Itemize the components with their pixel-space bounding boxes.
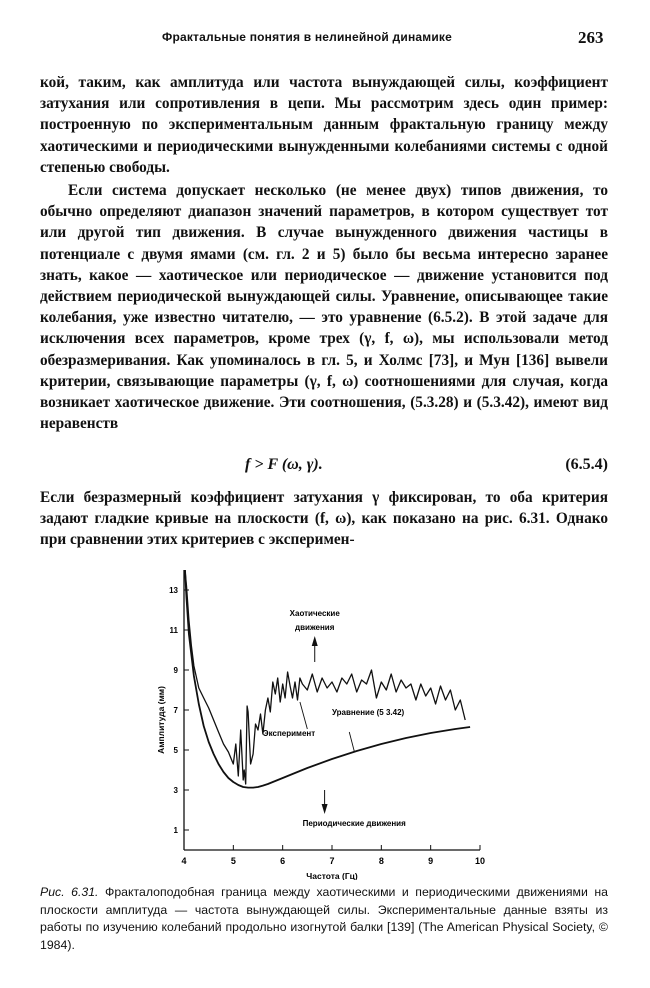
figure-caption [40, 884, 608, 954]
equation-number: (6.5.4) [565, 456, 608, 473]
equation: f > F (ω, γ). [245, 456, 323, 473]
experiment-pointer [300, 702, 307, 729]
x-tick-label: 7 [329, 856, 335, 866]
figure-6-31 [140, 560, 510, 885]
paragraph-1: кой, таким, как амплитуда или частота вынуждающей силы, коэффициент затухания или сопротивления в цепи. Мы рассмотрим здесь один пример: построенную по экспериментальным данным фрактальную границу между хаотическими и периодическими вынужденными колебаниями системы с одной степенью свободы. [40, 74, 608, 176]
paragraph-3: Если безразмерный коэффициент затухания γ фиксирован, то оба критерия задают гладкие кривые на плоскости (f, ω), как показано на рис. 6.31. Однако при сравнении этих критериев с эксперимен- [40, 489, 608, 549]
x-axis-label: Частота (Гц) [306, 871, 358, 880]
up-arrow-icon [312, 636, 318, 646]
x-tick-label: 10 [474, 856, 486, 866]
page-number: 263 [578, 28, 604, 47]
x-tick-label: 4 [181, 856, 187, 866]
y-tick-label: 9 [173, 666, 178, 675]
down-arrow-icon [322, 804, 328, 814]
equation-curve [185, 570, 470, 788]
running-title: Фрактальные понятия в нелинейной динамике [162, 30, 452, 44]
chaotic-label-line2: движения [295, 623, 335, 632]
x-tick-label: 5 [230, 856, 236, 866]
y-tick-label: 11 [169, 626, 178, 635]
x-tick-label: 9 [428, 856, 434, 866]
y-tick-label: 1 [173, 826, 178, 835]
equation-block [40, 456, 608, 480]
equation-pointer [349, 732, 354, 751]
y-tick-label: 5 [173, 746, 178, 755]
y-axis-label: Амплитуда (мм) [156, 686, 166, 754]
y-tick-label: 7 [173, 706, 178, 715]
y-tick-label: 13 [169, 586, 178, 595]
equation-label: Уравнение (5 3.42) [332, 708, 405, 717]
caption-label: Рис. 6.31. [40, 885, 99, 899]
paragraph-2: Если система допускает несколько (не менее двух) типов движения, то обычно определяют диапазон значений параметров, в котором существует тот или другой тип движения. В случае вынужденного движения частицы в потенциале с двумя ямами (см. гл. 2 и 5) было бы весьма интересно заранее знать, какое — хаотическое или периодическое — движение установится под действием периодической вынуждающей силы. Уравнение, описывающее такие колебания, уже известно читателю, — это уравнение (6.5.2). В этой задаче для исключения всех параметров, кроме трех (γ, f, ω), мы использовали метод обезразмеривания. Как упоминалось в гл. 5, и Холмс [73], и Мун [136] вывели критерии, связывающие параметры (γ, f, ω) соотношениями для случая, когда возникает хаотическое движение. Эти соотношения, (5.3.28) и (5.3.42), имеют вид неравенств [40, 182, 608, 433]
amplitude-frequency-chart [140, 560, 510, 880]
experiment-curve [185, 570, 465, 784]
x-tick-label: 8 [378, 856, 384, 866]
x-tick-label: 6 [280, 856, 286, 866]
caption-text: Фракталоподобная граница между хаотическими и периодическими движениями на плоскости амплитуда — частота вынуждающей силы. Экспериментальные данные взяты из работы по изучению колебаний продольно изогнутой балки [139] (The American Physical Society, © 1984). [40, 885, 608, 952]
y-tick-label: 3 [173, 786, 178, 795]
periodic-label: Периодические движения [302, 819, 406, 828]
experiment-label: Эксперимент [262, 729, 316, 738]
chaotic-label-line1: Хаотические [289, 609, 340, 618]
